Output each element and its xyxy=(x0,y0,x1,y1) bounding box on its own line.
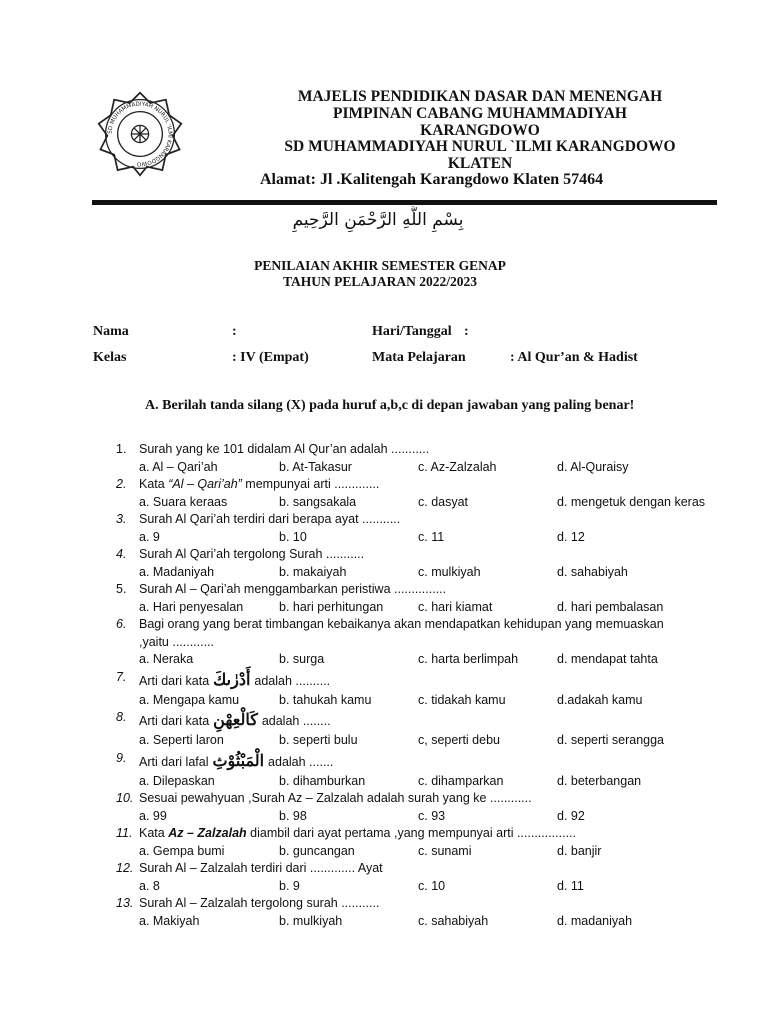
question-text xyxy=(139,790,676,808)
answer-option-b[interactable]: b. seperti bulu xyxy=(279,733,358,747)
question-item xyxy=(116,581,676,616)
answer-option-c[interactable]: c. sahabiyah xyxy=(418,913,489,928)
question-term: “Al – Qari’ah” xyxy=(168,477,242,491)
answer-option-a[interactable]: a. 99 xyxy=(139,808,167,823)
question-item xyxy=(116,860,676,895)
answer-option-b[interactable]: b. 98 xyxy=(279,808,307,823)
hari-tanggal-field[interactable]: : xyxy=(464,324,469,339)
answer-option-b[interactable]: b. guncangan xyxy=(279,843,355,858)
question-text-part: adalah .......... xyxy=(254,673,331,688)
answer-option-c[interactable]: c. 11 xyxy=(418,529,445,544)
answer-option-d[interactable]: d. 92 xyxy=(557,808,585,823)
answer-option-a[interactable]: a. Seperti laron xyxy=(139,733,224,747)
question-text-content: Surah Al Qari’ah terdiri dari berapa ayat ........... xyxy=(139,512,401,526)
question-number: 10. xyxy=(116,791,134,805)
school-logo xyxy=(97,91,183,177)
question-number: 8. xyxy=(116,710,127,724)
question-number: 5. xyxy=(116,582,127,596)
answer-option-d[interactable]: d.adakah kamu xyxy=(557,692,643,707)
arabic-term: أَدْرٰىكَ xyxy=(213,669,251,689)
bismillah-calligraphy xyxy=(278,206,478,232)
answer-options xyxy=(139,599,676,617)
question-text xyxy=(139,669,676,692)
answer-option-b[interactable]: b. dihamburkan xyxy=(279,773,366,788)
question-number: 1. xyxy=(116,442,127,456)
question-number: 6. xyxy=(116,617,127,631)
mata-pelajaran-value: : Al Qur’an & Hadist xyxy=(510,350,638,365)
question-number: 4. xyxy=(116,547,127,561)
question-text xyxy=(139,616,676,651)
question-number: 11. xyxy=(116,826,133,840)
question-item xyxy=(116,750,676,791)
mata-pelajaran-label: Mata Pelajaran xyxy=(372,350,466,365)
question-text-part: adalah ........ xyxy=(261,714,331,728)
answer-option-d[interactable]: d. madaniyah xyxy=(557,913,633,928)
question-text-part: adalah ....... xyxy=(268,754,334,769)
exam-year: TAHUN PELAJARAN 2022/2023 xyxy=(282,274,477,289)
arabic-term: كَالْعِهْنِ xyxy=(213,710,258,729)
answer-option-c[interactable]: c. 10 xyxy=(418,878,446,893)
answer-option-d[interactable]: d. sahabiyah xyxy=(557,564,628,579)
question-item xyxy=(116,441,676,476)
answer-option-d[interactable]: d. 11 xyxy=(557,878,584,893)
question-list xyxy=(116,441,706,930)
question-text-part: Arti dari kata xyxy=(139,673,210,688)
question-item xyxy=(116,790,676,825)
question-text-content: Surah Al – Qari’ah menggambarkan peristiwa ............... xyxy=(139,582,447,596)
answer-options xyxy=(139,773,676,791)
answer-options xyxy=(139,494,706,512)
answer-option-a[interactable]: a. Dilepaskan xyxy=(139,773,215,788)
question-text xyxy=(139,546,676,564)
answer-option-d[interactable]: d. seperti serangga xyxy=(557,733,665,747)
kelas-label: Kelas xyxy=(93,350,127,365)
nama-field[interactable]: : xyxy=(232,324,237,339)
question-text-content: Surah Al – Zalzalah terdiri dari ............. Ayat xyxy=(139,861,383,875)
answer-options xyxy=(139,529,676,547)
question-number: 7. xyxy=(116,669,127,684)
question-text xyxy=(139,441,676,459)
question-text-part: mempunyai arti ............. xyxy=(241,477,380,491)
answer-option-c[interactable]: c. tidakah kamu xyxy=(418,692,506,707)
answer-option-c[interactable]: c. harta berlimpah xyxy=(418,652,519,666)
kelas-value: : IV (Empat) xyxy=(232,350,309,365)
question-item xyxy=(116,511,676,546)
answer-options xyxy=(139,564,676,582)
answer-option-c[interactable]: c. mulkiyah xyxy=(418,564,481,579)
question-number: 13. xyxy=(116,896,134,910)
question-number: 3. xyxy=(116,512,127,526)
school-address: Alamat: Jl .Kalitengah Karangdowo Klaten 57464 xyxy=(260,171,604,188)
answer-option-c[interactable]: c. sunami xyxy=(418,843,472,858)
question-number: 12. xyxy=(116,861,134,875)
answer-option-a[interactable]: a. Neraka xyxy=(139,652,194,666)
arabic-term: الْمَبْثُوْثِ xyxy=(212,750,265,770)
answer-option-b[interactable]: b. At-Takasur xyxy=(279,459,352,474)
header-line-1: MAJELIS PENDIDIKAN DASAR DAN MENENGAH xyxy=(297,88,663,105)
answer-options xyxy=(139,913,676,931)
logo-ring-text: SD MUHAMMADIYAH NURUL 'ILMI KARANGDOWO xyxy=(107,101,173,167)
question-text-part: Arti dari lafal xyxy=(139,754,209,769)
answer-option-b[interactable]: b. 10 xyxy=(279,529,307,544)
answer-option-a[interactable]: a. Madaniyah xyxy=(139,564,215,579)
question-text-content: Surah Al Qari’ah tergolong Surah ........... xyxy=(139,547,365,561)
question-text-content: Bagi orang yang berat timbangan kebaikanya akan mendapatkan kehidupan yang memuaskan ,yaitu ............ xyxy=(139,617,664,649)
answer-option-c[interactable]: c. 93 xyxy=(418,808,446,823)
question-item xyxy=(116,476,706,511)
question-text xyxy=(139,860,676,878)
question-text xyxy=(139,825,676,843)
nama-label: Nama xyxy=(93,324,129,339)
answer-option-c[interactable]: c, seperti debu xyxy=(418,733,500,747)
answer-option-b[interactable]: b. mulkiyah xyxy=(279,913,343,928)
question-text-part: Arti dari kata xyxy=(139,714,210,728)
answer-option-d[interactable]: d. mengetuk dengan keras xyxy=(557,494,706,509)
question-text-content: Sesuai pewahyuan ,Surah Az – Zalzalah adalah surah yang ke ............ xyxy=(139,791,532,805)
answer-option-c[interactable]: c. hari kiamat xyxy=(418,599,493,614)
answer-options xyxy=(139,878,676,896)
answer-option-a[interactable]: a. 8 xyxy=(139,878,160,893)
answer-options xyxy=(139,808,676,826)
answer-option-d[interactable]: d. hari pembalasan xyxy=(557,599,664,614)
answer-options xyxy=(139,459,676,477)
answer-option-a[interactable]: a. 9 xyxy=(139,529,160,544)
question-number: 9. xyxy=(116,750,127,765)
header-line-5: KLATEN xyxy=(447,155,513,172)
answer-options xyxy=(139,732,676,750)
answer-option-c[interactable]: c. dasyat xyxy=(418,494,469,509)
answer-option-b[interactable]: b. surga xyxy=(279,652,325,666)
question-text xyxy=(139,476,676,494)
question-item xyxy=(116,709,676,750)
answer-option-d[interactable]: d. beterbangan xyxy=(557,773,642,788)
answer-option-a[interactable]: a. Mengapa kamu xyxy=(139,692,240,707)
answer-option-b[interactable]: b. sangsakala xyxy=(279,494,357,509)
answer-option-b[interactable]: b. 9 xyxy=(279,878,300,893)
question-text xyxy=(139,709,676,732)
answer-option-d[interactable]: d. banjir xyxy=(557,843,602,858)
answer-option-a[interactable]: a. Al – Qari’ah xyxy=(139,459,218,474)
answer-options xyxy=(139,692,676,710)
header-divider xyxy=(92,200,717,205)
header-line-4: SD MUHAMMADIYAH NURUL `ILMI KARANGDOWO xyxy=(284,138,676,155)
answer-option-d[interactable]: d. 12 xyxy=(557,529,585,544)
question-text-part: diambil dari ayat pertama ,yang mempunyai arti ................. xyxy=(246,826,576,840)
question-text-part: Kata xyxy=(139,826,169,840)
answer-option-a[interactable]: a. Suara keraas xyxy=(139,494,228,509)
question-item xyxy=(116,616,676,669)
answer-option-d[interactable]: d. Al-Quraisy xyxy=(557,459,629,474)
question-term: Az – Zalzalah xyxy=(168,826,247,840)
answer-option-c[interactable]: c. Az-Zalzalah xyxy=(418,459,497,474)
header-line-3: KARANGDOWO xyxy=(420,122,540,139)
question-text xyxy=(139,581,676,599)
question-text xyxy=(139,750,676,773)
answer-option-a[interactable]: a. Makiyah xyxy=(139,913,200,928)
question-item xyxy=(116,669,676,710)
question-text xyxy=(139,895,676,913)
question-item xyxy=(116,895,676,930)
answer-option-d[interactable]: d. mendapat tahta xyxy=(557,652,658,666)
answer-options xyxy=(139,651,676,669)
exam-title: PENILAIAN AKHIR SEMESTER GENAP xyxy=(254,258,506,273)
answer-option-c[interactable]: c. dihamparkan xyxy=(418,773,504,788)
section-a-instructions: A. Berilah tanda silang (X) pada huruf a,b,c di depan jawaban yang paling benar! xyxy=(145,398,635,413)
header-line-2: PIMPINAN CABANG MUHAMMADIYAH xyxy=(333,105,627,122)
answer-option-b[interactable]: b. tahukah kamu xyxy=(279,692,372,707)
answer-option-a[interactable]: a. Hari penyesalan xyxy=(139,599,244,614)
question-text xyxy=(139,511,676,529)
question-number: 2. xyxy=(116,477,127,491)
question-item xyxy=(116,825,676,860)
answer-option-b[interactable]: b. hari perhitungan xyxy=(279,599,384,614)
question-text-content: Surah yang ke 101 didalam Al Qur’an adalah ........... xyxy=(139,442,430,456)
answer-options xyxy=(139,843,676,861)
answer-option-b[interactable]: b. makaiyah xyxy=(279,564,347,579)
question-text-content: Surah Al – Zalzalah tergolong surah ........... xyxy=(139,896,380,910)
question-item xyxy=(116,546,676,581)
hari-tanggal-label: Hari/Tanggal xyxy=(372,324,452,339)
svg-text:بِسْمِ اللَّهِ الرَّحْمَنِ الر: بِسْمِ اللَّهِ الرَّحْمَنِ الرَّحِيمِ xyxy=(292,210,464,230)
question-text-part: Kata xyxy=(139,477,169,491)
answer-option-a[interactable]: a. Gempa bumi xyxy=(139,843,225,858)
